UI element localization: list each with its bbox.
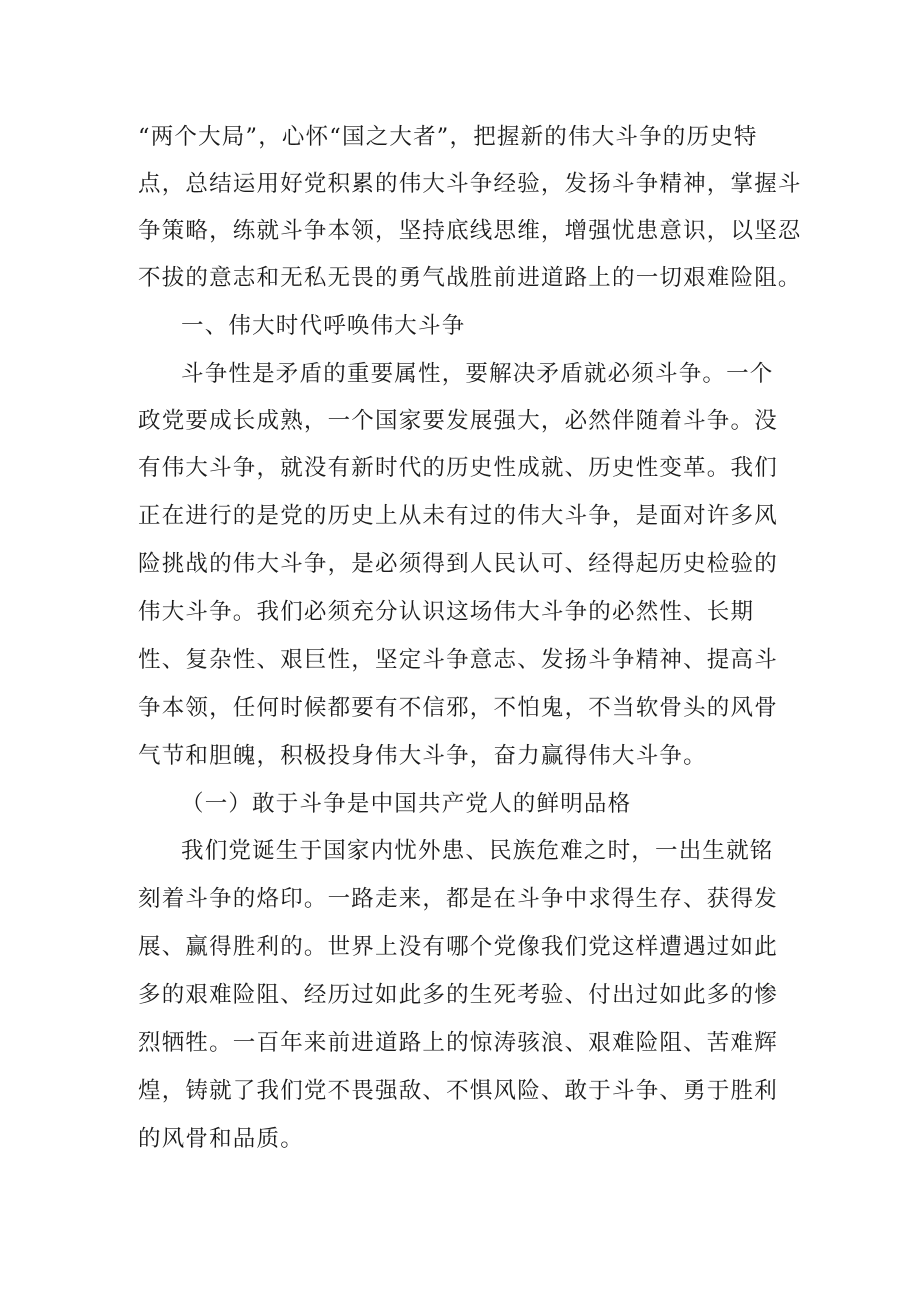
paragraph-line: 正在进行的是党的历史上从未有过的伟大斗争，是面对许多风 [138,503,778,529]
paragraph-line: 争策略，练就斗争本领，坚持底线思维，增强忧患意识，以坚忍 [138,218,802,244]
paragraph-line: 烈牺牲。一百年来前进道路上的惊涛骇浪、艰难险阻、苦难辉 [138,1030,778,1056]
paragraph-line: “两个大局”，心怀“国之大者”，把握新的伟大斗争的历史特 [138,124,758,150]
paragraph-line: 不拔的意志和无私无畏的勇气战胜前进道路上的一切艰难险阻。 [138,265,802,291]
paragraph-line: 煌，铸就了我们党不畏强敌、不惧风险、敢于斗争、勇于胜利 [138,1078,778,1104]
subsection-heading: （一）敢于斗争是中国共产党人的鲜明品格 [181,791,632,817]
paragraph-line: 气节和胆魄，积极投身伟大斗争，奋力赢得伟大斗争。 [138,743,707,769]
paragraph-line: 多的艰难险阻、经历过如此多的生死考验、付出过如此多的惨 [138,982,778,1008]
paragraph-line: 点，总结运用好党积累的伟大斗争经验，发扬斗争精神，掌握斗 [138,171,802,197]
paragraph-line: 有伟大斗争，就没有新时代的历史性成就、历史性变革。我们 [138,455,778,481]
paragraph-line: 伟大斗争。我们必须充分认识这场伟大斗争的必然性、长期 [138,599,755,625]
paragraph-line: 展、赢得胜利的。世界上没有哪个党像我们党这样遭遇过如此 [138,934,778,960]
paragraph-line: 争本领，任何时候都要有不信邪，不怕鬼，不当软骨头的风骨 [138,695,778,721]
paragraph-line: 斗争性是矛盾的重要属性，要解决矛盾就必须斗争。一个 [181,361,774,387]
paragraph-line: 的风骨和品质。 [138,1126,304,1152]
paragraph-line: 我们党诞生于国家内忧外患、民族危难之时，一出生就铭 [181,838,774,864]
paragraph-line: 性、复杂性、艰巨性，坚定斗争意志、发扬斗争精神、提高斗 [138,647,778,673]
paragraph-line: 刻着斗争的烙印。一路走来，都是在斗争中求得生存、获得发 [138,886,778,912]
paragraph-line: 险挑战的伟大斗争，是必须得到人民认可、经得起历史检验的 [138,551,778,577]
section-heading: 一、伟大时代呼唤伟大斗争 [181,313,466,339]
paragraph-line: 政党要成长成熟，一个国家要发展强大，必然伴随着斗争。没 [138,408,778,434]
